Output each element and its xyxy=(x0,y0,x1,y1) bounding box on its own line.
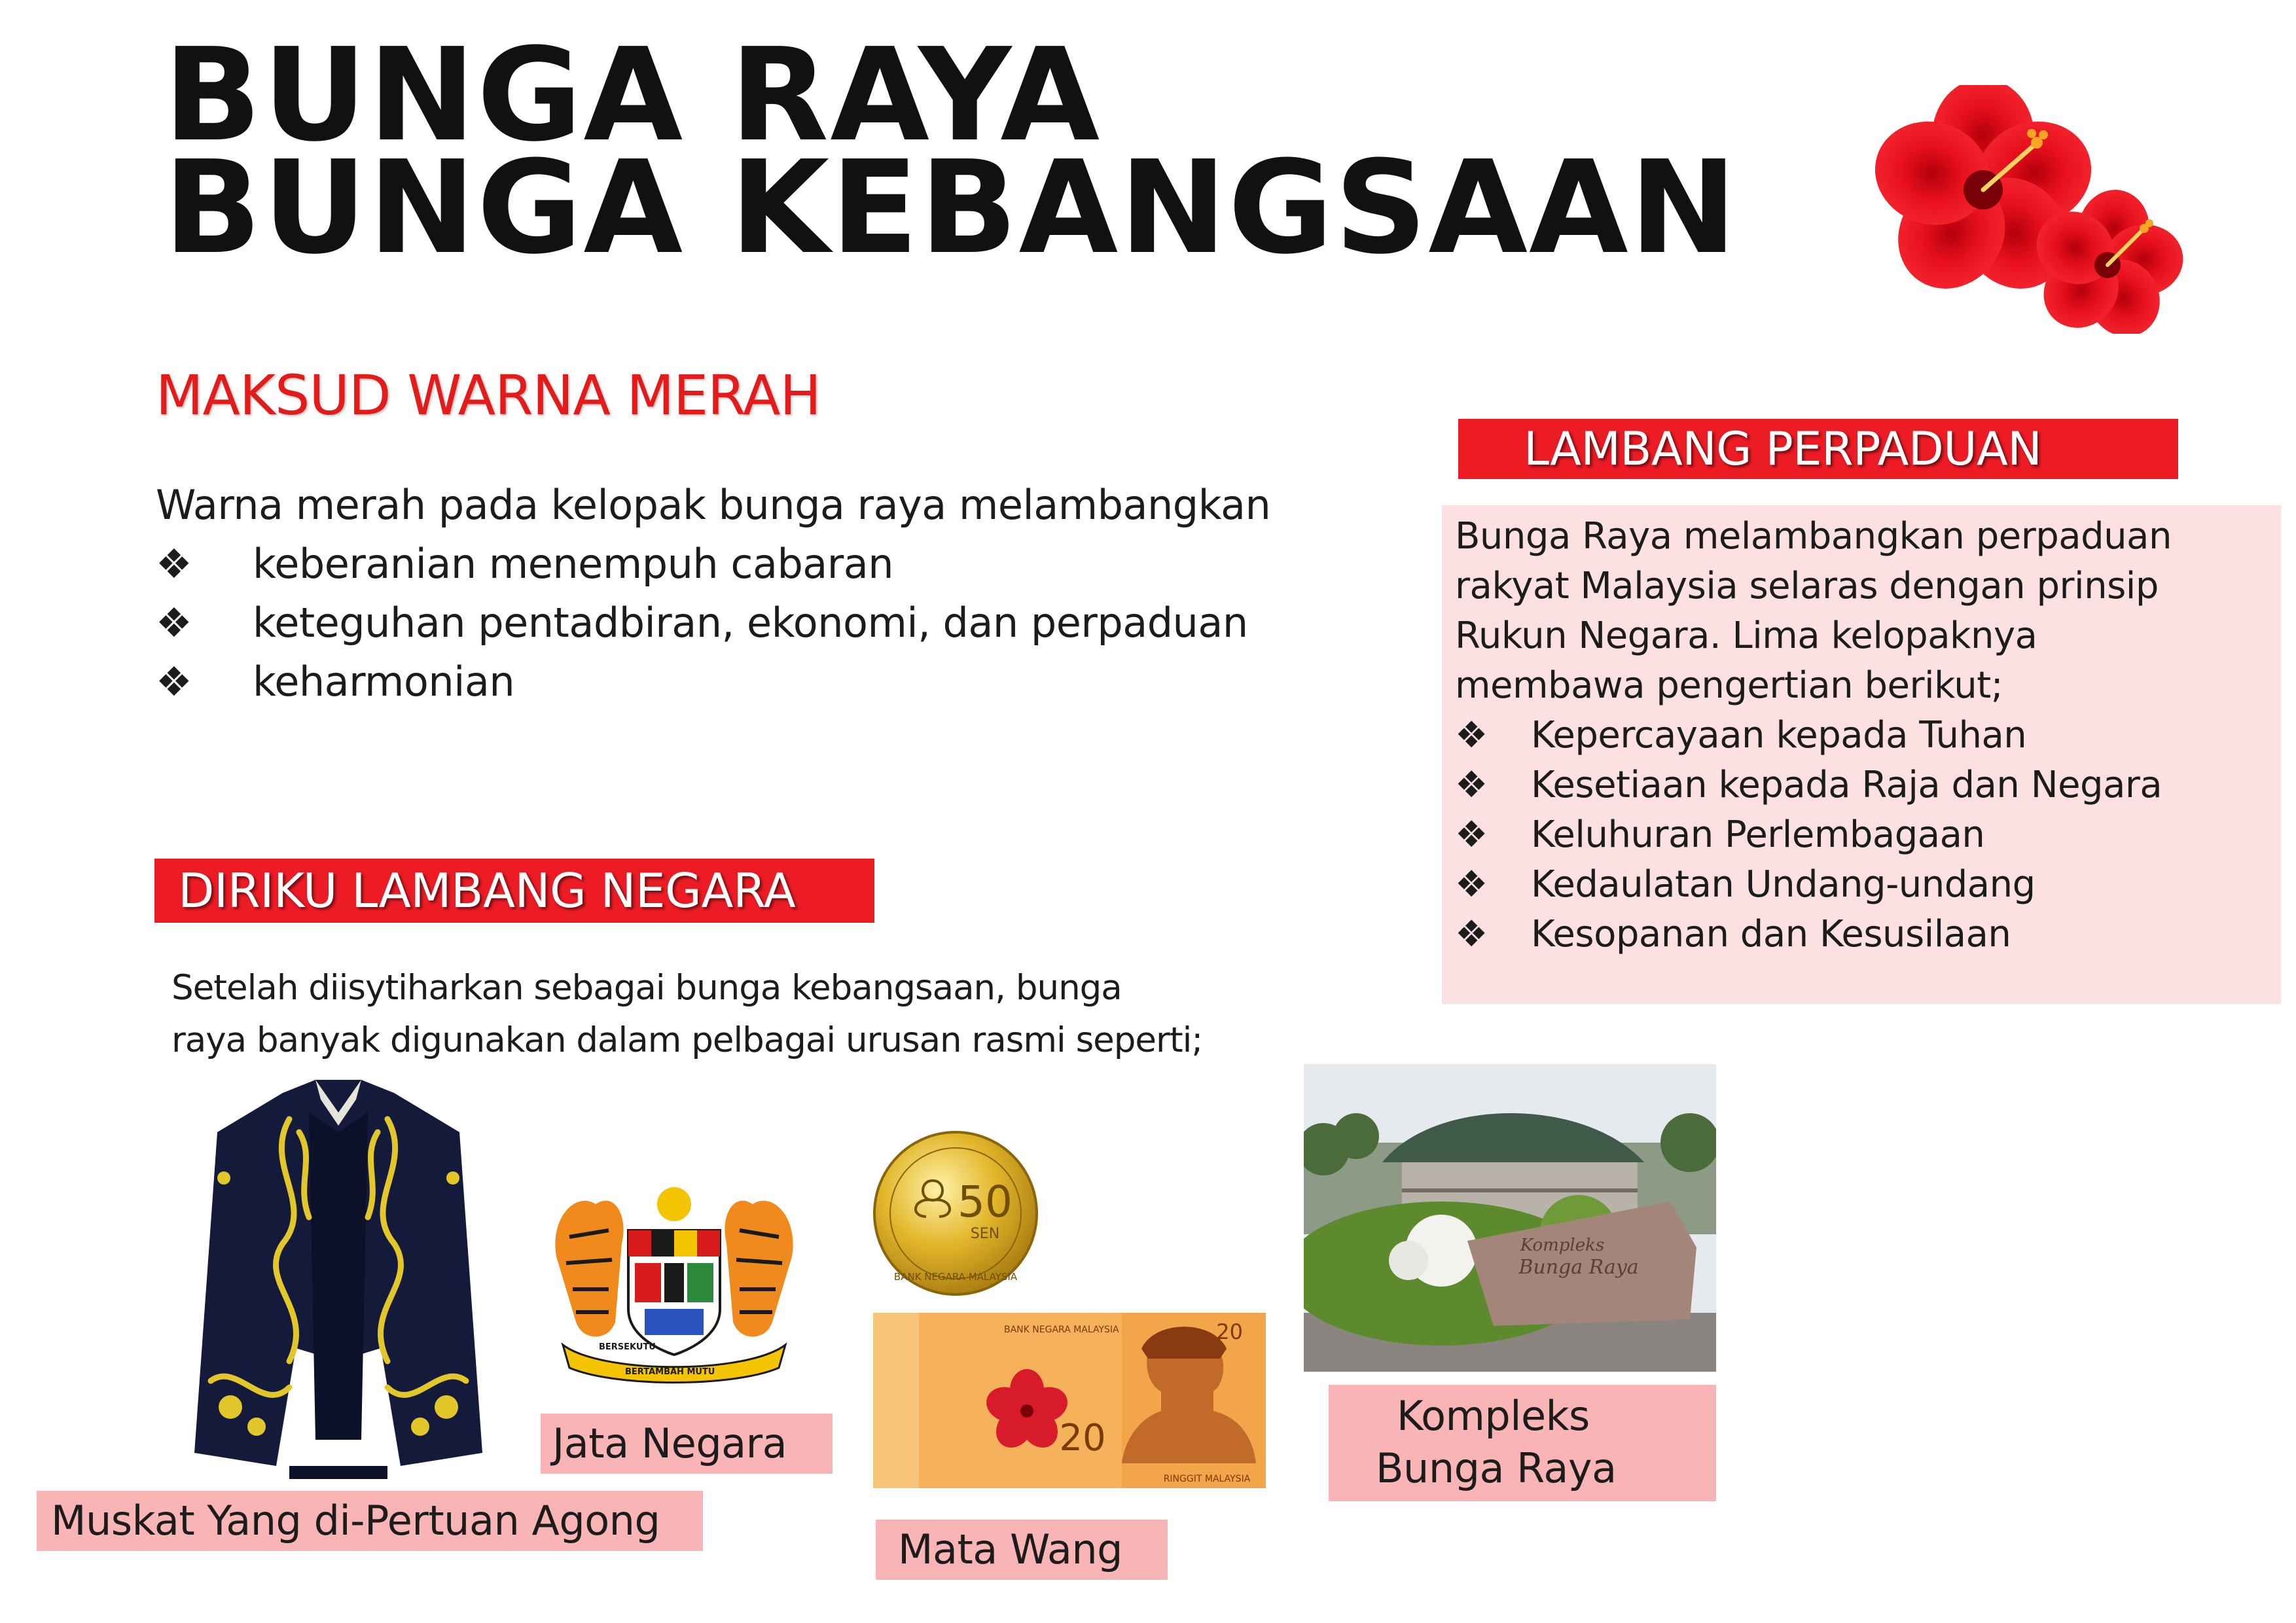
tiger-left xyxy=(555,1201,623,1337)
list-item xyxy=(1455,711,2281,760)
list-item-text: keteguhan pentadbiran, ekonomi, dan perpaduan xyxy=(253,599,1248,647)
sign-line-1-text: Kompleks xyxy=(1520,1236,1605,1255)
caption-kompleks-bunga-raya xyxy=(1329,1385,1716,1501)
intro-line: raya banyak digunakan dalam pelbagai urusan rasmi seperti; xyxy=(171,1020,1203,1060)
list-item xyxy=(1455,760,2281,810)
list-item xyxy=(1455,810,2281,860)
page-title xyxy=(164,21,1738,283)
coin-rim-text: BANK NEGARA MALAYSIA xyxy=(893,1271,1018,1283)
note-bank-text: BANK NEGARA MALAYSIA xyxy=(1004,1325,1119,1335)
diriku-banner: DIRIKU LAMBANG NEGARA xyxy=(154,859,874,923)
banknote-rm20-image xyxy=(873,1313,1266,1488)
note-corner-value-text: 20 xyxy=(1216,1319,1243,1344)
intro-line: Setelah diisytiharkan sebagai bunga kebangsaan, bunga xyxy=(171,968,1122,1008)
title-line-2: BUNGA KEBANGSAAN xyxy=(164,134,1738,283)
maksud-intro: Warna merah pada kelopak bunga raya melambangkan xyxy=(156,481,1271,529)
perpaduan-list xyxy=(1455,711,2281,959)
kompleks-bunga-raya-photo xyxy=(1304,1064,1716,1372)
caption-line: Kompleks xyxy=(1397,1392,1590,1440)
tiger-right xyxy=(725,1201,793,1337)
title-line-1: BUNGA RAYA xyxy=(164,21,1102,170)
maksud-heading: MAKSUD WARNA MERAH xyxy=(156,363,821,427)
list-item-text: keharmonian xyxy=(253,658,515,705)
caption-muskat: Muskat Yang di-Pertuan Agong xyxy=(37,1491,703,1551)
caption-line: Bunga Raya xyxy=(1376,1444,1617,1492)
list-item-text: Kepercayaan kepada Tuhan xyxy=(1531,714,2027,757)
muskat-jacket-image xyxy=(185,1073,492,1479)
paragraph-line: rakyat Malaysia selaras dengan prinsip xyxy=(1455,565,2159,607)
caption-mata-wang: Mata Wang xyxy=(876,1520,1168,1580)
note-value-text: 20 xyxy=(1059,1417,1106,1459)
diamond-bullet-icon: ❖ xyxy=(156,540,192,588)
list-item xyxy=(156,540,1399,599)
perpaduan-paragraph xyxy=(1455,512,2281,711)
list-item xyxy=(156,658,1399,717)
list-item xyxy=(156,599,1399,658)
list-item-text: Kedaulatan Undang-undang xyxy=(1531,863,2036,906)
hibiscus-flower-illustration xyxy=(1846,85,2199,334)
caption-jata-negara: Jata Negara xyxy=(541,1414,833,1474)
perpaduan-box xyxy=(1442,505,2281,1004)
list-item xyxy=(1455,860,2281,910)
paragraph-line: Bunga Raya melambangkan perpaduan xyxy=(1455,515,2172,558)
jata-scroll-right-text: BERTAMBAH MUTU xyxy=(625,1367,715,1377)
diamond-bullet-icon: ❖ xyxy=(156,658,192,705)
diamond-bullet-icon: ❖ xyxy=(1455,813,1488,856)
list-item-text: keberanian menempuh cabaran xyxy=(253,540,894,588)
diamond-bullet-icon: ❖ xyxy=(1455,863,1488,906)
list-item-text: Kesopanan dan Kesusilaan xyxy=(1531,913,2011,955)
diamond-bullet-icon: ❖ xyxy=(156,599,192,647)
coin-50-sen-image xyxy=(870,1128,1041,1298)
paragraph-line: membawa pengertian berikut; xyxy=(1455,664,2003,707)
paragraph-line: Rukun Negara. Lima kelopaknya xyxy=(1455,615,2037,657)
diamond-bullet-icon: ❖ xyxy=(1455,913,1488,955)
list-item-text: Kesetiaan kepada Raja dan Negara xyxy=(1531,764,2162,806)
sign-line-2-text: Bunga Raya xyxy=(1518,1256,1639,1279)
diamond-bullet-icon: ❖ xyxy=(1455,764,1488,806)
coin-value-text: 50 xyxy=(958,1177,1013,1227)
perpaduan-banner: LAMBANG PERPADUAN xyxy=(1458,419,2178,479)
coin-unit-text: SEN xyxy=(970,1226,1000,1242)
diamond-bullet-icon: ❖ xyxy=(1455,714,1488,757)
jata-negara-image xyxy=(537,1178,812,1387)
note-ringgit-text: RINGGIT MALAYSIA xyxy=(1163,1474,1251,1484)
diriku-intro xyxy=(171,962,1284,1067)
list-item xyxy=(1455,910,2281,959)
list-item-text: Keluhuran Perlembagaan xyxy=(1531,813,1985,856)
maksud-list xyxy=(156,540,1399,717)
jata-scroll-left-text: BERSEKUTU xyxy=(599,1342,656,1352)
